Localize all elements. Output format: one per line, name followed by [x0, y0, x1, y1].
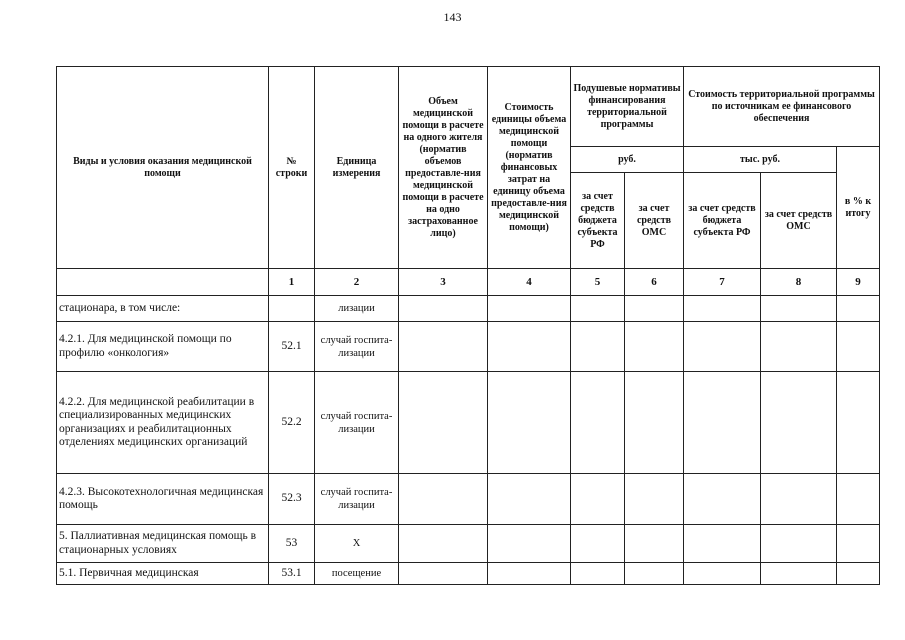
row-unit: посещение — [315, 563, 399, 585]
header-oms-2: за счет средств ОМС — [761, 173, 837, 269]
table-row — [57, 563, 880, 585]
row-name: 4.2.2. Для медицинской реабилитации в специализированных медицинских организациях и реабилитационных отделениях медицинских организаций — [57, 372, 269, 474]
header-unit-cost: Стоимость единицы объема медицинской помощи (норматив финансовых затрат на единицу объема предоставле-ния медицинской помощи) — [488, 67, 571, 269]
healthcare-program-table — [56, 66, 880, 585]
header-budget-rf: за счет средств бюджета субъекта РФ — [571, 173, 625, 269]
header-thousand-rub: тыс. руб. — [684, 147, 837, 173]
row-name: 4.2.3. Высокотехнологичная медицинская помощь — [57, 474, 269, 525]
row-unit: случай госпита-лизации — [315, 372, 399, 474]
row-unit: случай госпита-лизации — [315, 322, 399, 372]
header-unit: Единица измерения — [315, 67, 399, 269]
table-row — [57, 474, 880, 525]
header-rub: руб. — [571, 147, 684, 173]
column-number-blank — [57, 269, 269, 296]
header-type-of-care: Виды и условия оказания медицинской помощи — [57, 67, 269, 269]
table-row — [57, 525, 880, 563]
header-per-capita-group: Подушевые нормативы финансирования территориальной программы — [571, 67, 684, 147]
column-number: 4 — [488, 269, 571, 296]
table-row — [57, 372, 880, 474]
header-program-cost-group: Стоимость территориальной программы по источникам ее финансового обеспечения — [684, 67, 880, 147]
header-percent-total: в % к итогу — [837, 147, 880, 269]
column-number: 2 — [315, 269, 399, 296]
row-number — [269, 296, 315, 322]
row-number: 53 — [269, 525, 315, 563]
row-name: 5.1. Первичная медицинская — [57, 563, 269, 585]
row-name: стационара, в том числе: — [57, 296, 269, 322]
header-oms: за счет средств ОМС — [625, 173, 684, 269]
column-number: 7 — [684, 269, 761, 296]
header-volume: Объем медицинской помощи в расчете на одного жителя (норматив объемов предоставле-ния медицинской помощи в расчете на одно застрахованное лицо) — [399, 67, 488, 269]
table-row — [57, 322, 880, 372]
page-number: 143 — [443, 10, 462, 24]
row-number: 53.1 — [269, 563, 315, 585]
column-number: 1 — [269, 269, 315, 296]
row-unit: лизации — [315, 296, 399, 322]
row-unit: X — [315, 525, 399, 563]
column-number: 3 — [399, 269, 488, 296]
column-number: 6 — [625, 269, 684, 296]
row-name: 5. Паллиативная медицинская помощь в стационарных условиях — [57, 525, 269, 563]
row-unit: случай госпита-лизации — [315, 474, 399, 525]
row-name: 4.2.1. Для медицинской помощи по профилю «онкология» — [57, 322, 269, 372]
column-number: 8 — [761, 269, 837, 296]
column-number: 5 — [571, 269, 625, 296]
table-row — [57, 296, 880, 322]
row-number: 52.2 — [269, 372, 315, 474]
row-number: 52.1 — [269, 322, 315, 372]
row-number: 52.3 — [269, 474, 315, 525]
column-number: 9 — [837, 269, 880, 296]
header-row-number: № строки — [269, 67, 315, 269]
header-budget-rf-2: за счет средств бюджета субъекта РФ — [684, 173, 761, 269]
